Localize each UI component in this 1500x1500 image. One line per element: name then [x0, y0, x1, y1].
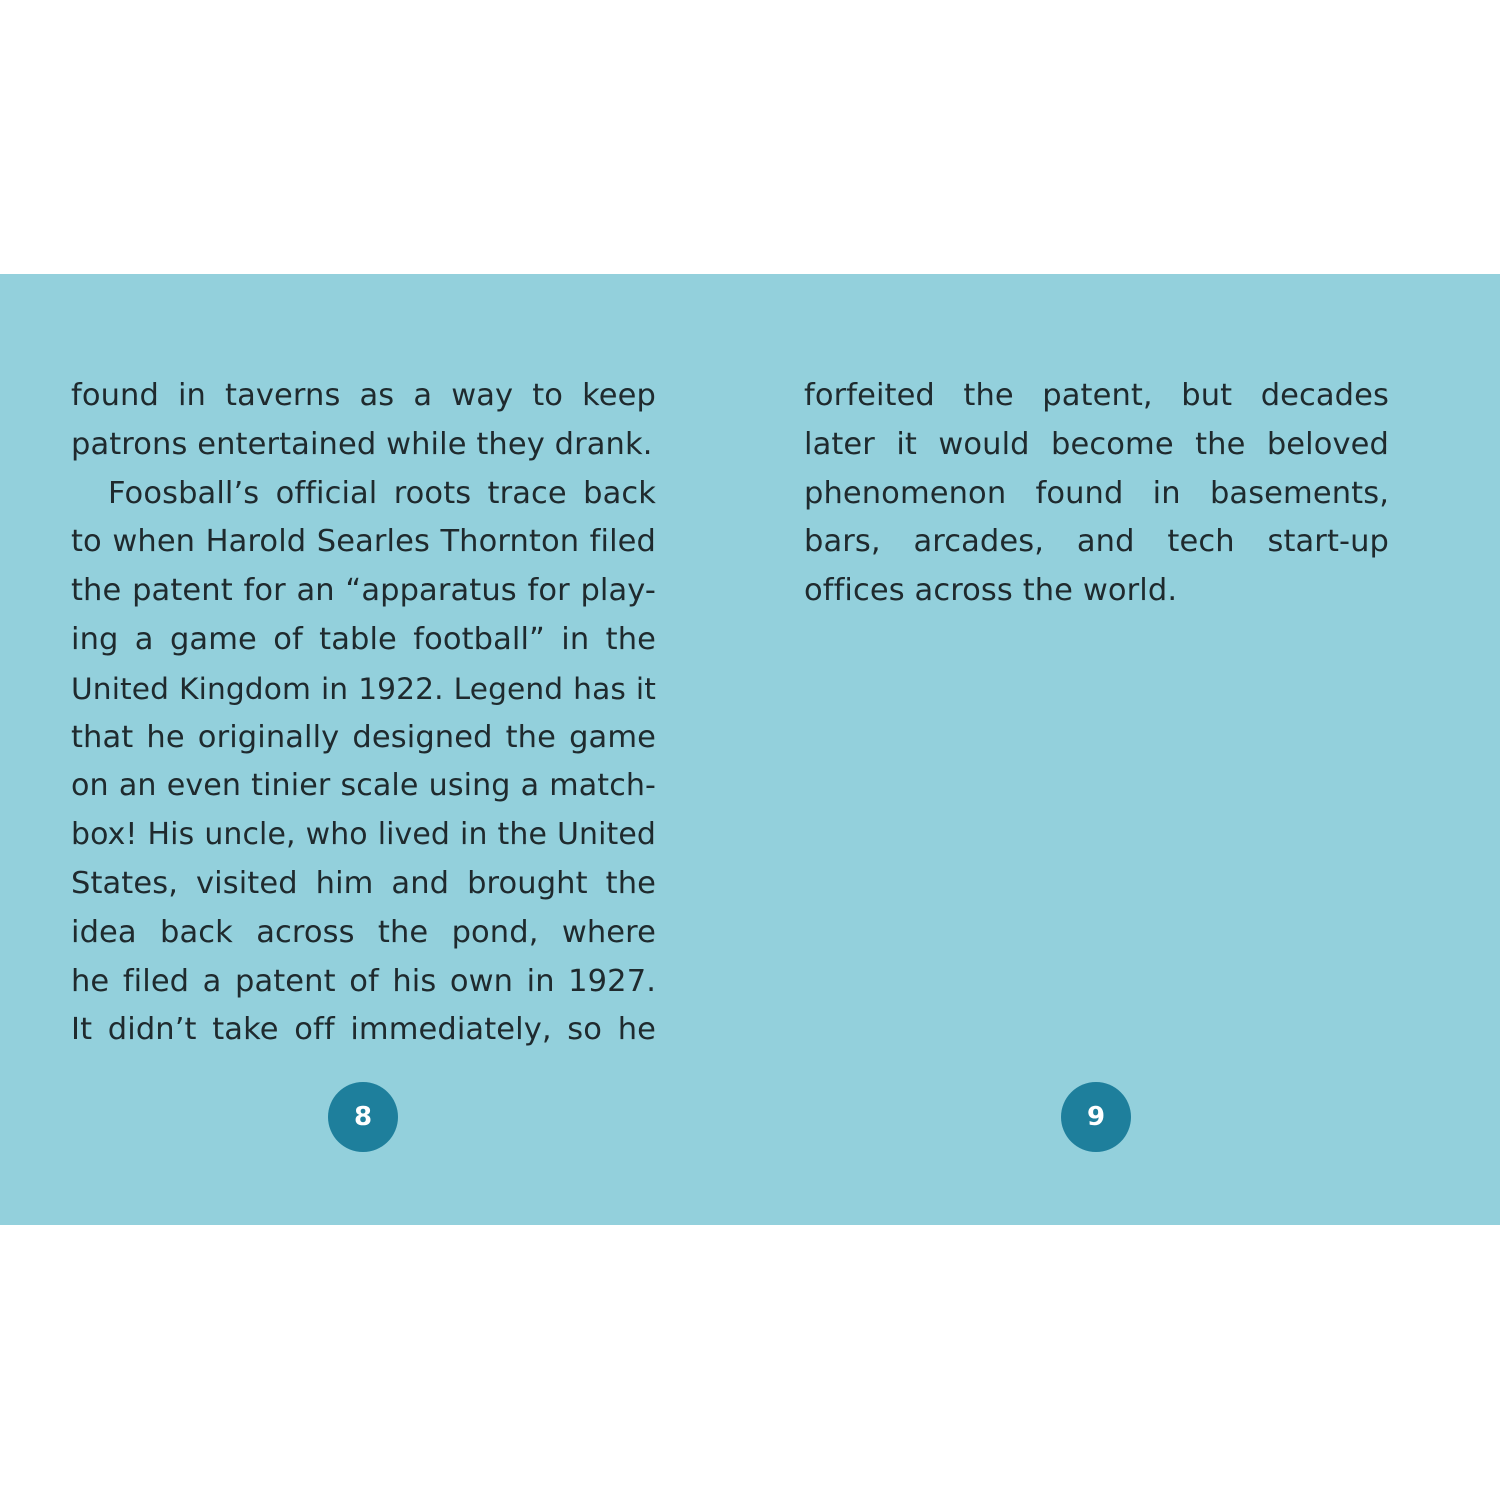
page-number-badge: 9	[1061, 1082, 1131, 1152]
text-line: on an even tinier scale using a match-	[71, 768, 656, 804]
text-line: patrons entertained while they drank.	[71, 426, 653, 462]
text-line: United Kingdom in 1922. Legend has it	[71, 670, 656, 706]
text-line: box! His uncle, who lived in the United	[71, 817, 656, 853]
book-spread	[0, 274, 1500, 1225]
left-page-body-text	[71, 372, 656, 1055]
text-line: States, visited him and brought the	[71, 865, 656, 901]
text-line: later it would become the beloved	[804, 426, 1389, 462]
text-line: offices across the world.	[804, 573, 1178, 609]
text-line: he filed a patent of his own in 1927.	[71, 963, 656, 999]
text-line: bars, arcades, and tech start-up	[804, 524, 1389, 560]
text-line: the patent for an “apparatus for play-	[71, 573, 656, 609]
text-line: ing a game of table football” in the	[71, 621, 656, 657]
text-line: forfeited the patent, but decades	[804, 378, 1389, 413]
text-line: It didn’t take off immediately, so he	[71, 1012, 656, 1048]
text-line: phenomenon found in basements,	[804, 475, 1389, 511]
left-page	[0, 274, 750, 1225]
text-line: idea back across the pond, where	[71, 914, 656, 950]
text-line: found in taverns as a way to keep	[71, 378, 656, 413]
right-page-body-text	[804, 372, 1389, 616]
right-page	[750, 274, 1500, 1225]
text-line: Foosball’s official roots trace back	[108, 475, 656, 511]
text-line: to when Harold Searles Thornton filed	[71, 524, 656, 560]
text-line: that he originally designed the game	[71, 719, 656, 755]
page-number-badge: 8	[328, 1082, 398, 1152]
